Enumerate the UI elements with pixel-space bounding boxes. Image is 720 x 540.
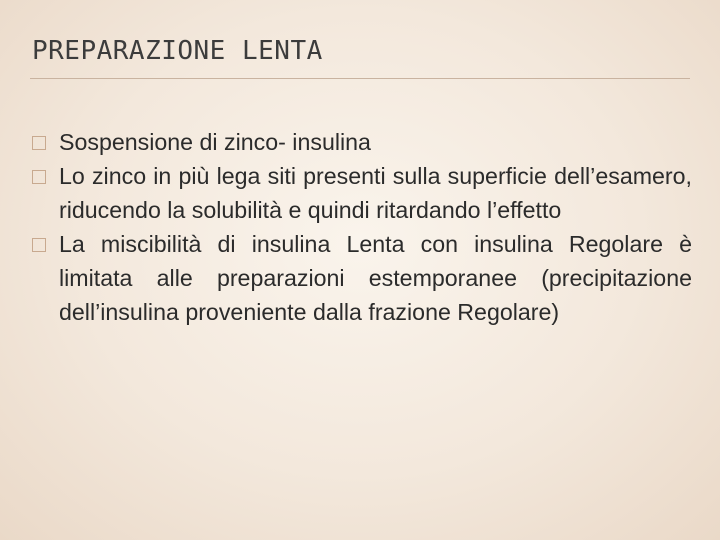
square-bullet-icon bbox=[32, 136, 46, 150]
bullet-list bbox=[30, 125, 692, 329]
slide-title: PREPARAZIONE LENTA bbox=[32, 36, 323, 66]
square-bullet-icon bbox=[32, 238, 46, 252]
title-divider bbox=[30, 78, 690, 79]
bullet-item bbox=[30, 159, 692, 227]
bullet-text: Lo zinco in più lega siti presenti sulla superficie dell’esamero, riducendo la solubilità e quindi ritardando l’effetto bbox=[59, 163, 692, 223]
square-bullet-icon bbox=[32, 170, 46, 184]
bullet-text: La miscibilità di insulina Lenta con insulina Regolare è limitata alle preparazioni estemporanee (precipitazione dell’insulina proveniente dalla frazione Regolare) bbox=[59, 231, 692, 325]
bullet-text: Sospensione di zinco- insulina bbox=[59, 129, 371, 155]
bullet-item bbox=[30, 227, 692, 329]
bullet-item bbox=[30, 125, 692, 159]
